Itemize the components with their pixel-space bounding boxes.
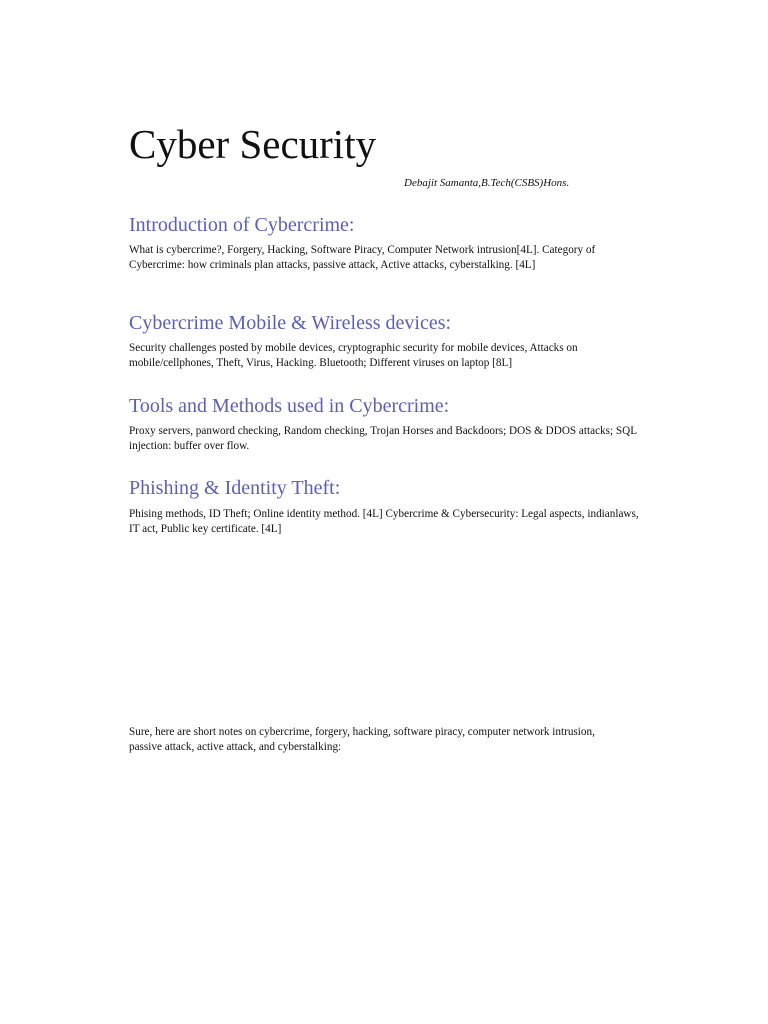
author-line: Debajit Samanta,B.Tech(CSBS)Hons. xyxy=(404,177,570,189)
section-body-introduction: What is cybercrime?, Forgery, Hacking, Software Piracy, Computer Network intrusion[4L]. Category of Cybercrime: how criminals plan attacks, passive attack, Active attacks, cyberstalking. [4L] xyxy=(129,244,596,271)
summary-note: Sure, here are short notes on cybercrime, forgery, hacking, software piracy, computer network intrusion, passive attack, active attack, and cyberstalking: xyxy=(129,726,595,753)
section-body-mobile-wireless: Security challenges posted by mobile devices, cryptographic security for mobile devices, Attacks on mobile/cellphones, Theft, Virus, Hacking. Bluetooth; Different viruses on laptop [8L] xyxy=(129,342,578,369)
section-heading-phishing: Phishing & Identity Theft: xyxy=(129,477,341,499)
section-body-phishing: Phising methods, ID Theft; Online identity method. [4L] Cybercrime & Cybersecurity: Legal aspects, indianlaws, IT act, Public key certificate. [4L] xyxy=(129,508,639,535)
document-title: Cyber Security xyxy=(129,121,377,167)
section-body-tools-methods: Proxy servers, panword checking, Random checking, Trojan Horses and Backdoors; DOS & DDOS attacks; SQL injection: buffer over flow. xyxy=(129,425,637,452)
section-heading-mobile-wireless: Cybercrime Mobile & Wireless devices: xyxy=(129,312,452,334)
section-heading-introduction: Introduction of Cybercrime: xyxy=(129,214,355,236)
section-heading-tools-methods: Tools and Methods used in Cybercrime: xyxy=(129,395,450,417)
